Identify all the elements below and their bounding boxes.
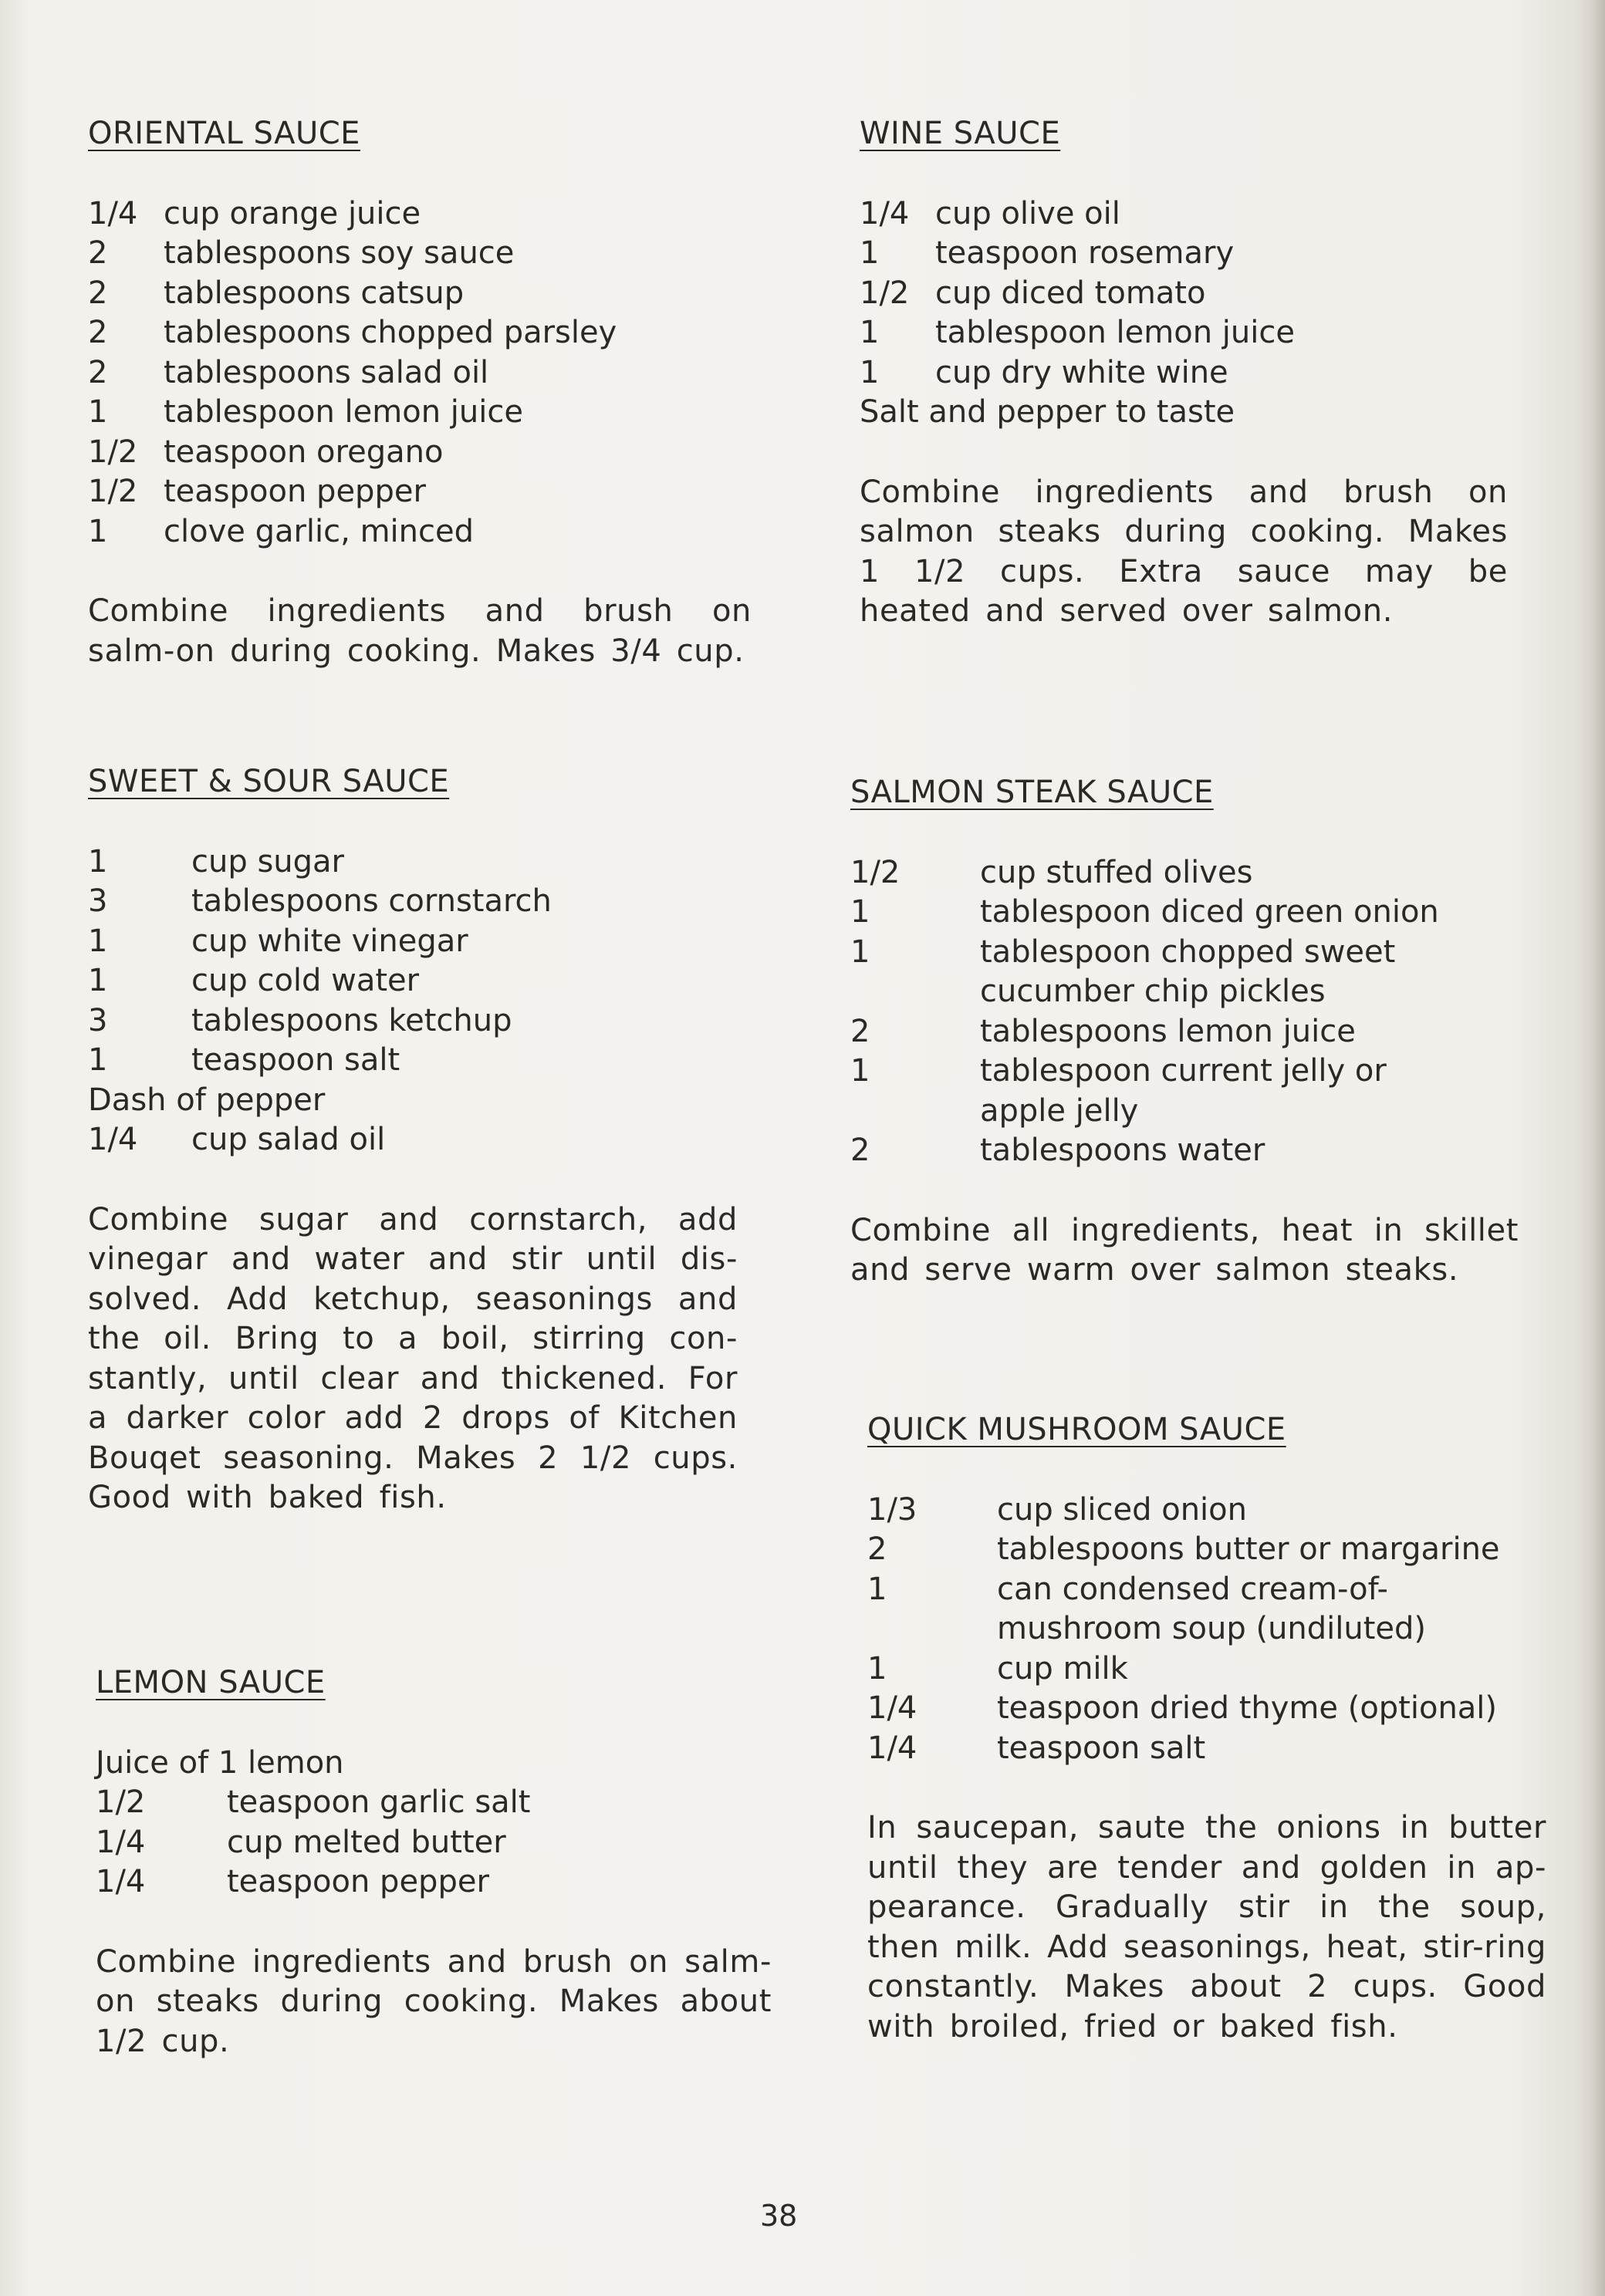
ingredient-qty: 1 bbox=[860, 315, 880, 350]
ingredient-text: tablespoons chopped parsley bbox=[164, 315, 617, 350]
recipe-oriental-sauce bbox=[88, 114, 752, 671]
ingredient-row bbox=[867, 1570, 1551, 1649]
ingredient-qty: 1/2 bbox=[88, 434, 138, 470]
ingredient-text: tablespoon chopped sweet cucumber chip pickles bbox=[980, 934, 1396, 1009]
ingredient-row bbox=[867, 1530, 1551, 1570]
ingredient-text: cup diced tomato bbox=[935, 275, 1206, 311]
ingredient-text: tablespoons cornstarch bbox=[191, 883, 552, 919]
ingredient-qty: 3 bbox=[88, 1002, 108, 1038]
ingredient-text: cup white vinegar bbox=[191, 923, 468, 959]
ingredient-row bbox=[88, 274, 752, 314]
ingredient-row bbox=[860, 234, 1508, 274]
ingredient-text: teaspoon dried thyme (optional) bbox=[997, 1690, 1498, 1726]
ingredient-extra-line: Salt and pepper to taste bbox=[860, 394, 1235, 430]
ingredient-qty: 2 bbox=[850, 1013, 870, 1049]
ingredient-row bbox=[860, 353, 1508, 393]
ingredient-qty: 1/3 bbox=[867, 1491, 917, 1528]
ingredient-text: tablespoon current jelly or apple jelly bbox=[980, 1053, 1387, 1129]
ingredient-row bbox=[88, 433, 752, 473]
ingredient-qty: 1/2 bbox=[860, 275, 910, 311]
ingredient-qty: 1/4 bbox=[96, 1864, 146, 1899]
ingredient-qty: 1/4 bbox=[860, 195, 910, 231]
ingredient-qty: 1 bbox=[88, 1042, 108, 1078]
ingredient-row bbox=[860, 313, 1508, 353]
ingredient-list bbox=[860, 194, 1508, 433]
recipe-sweet-sour-sauce bbox=[88, 762, 738, 1518]
ingredient-qty: 1 bbox=[867, 1571, 887, 1607]
ingredient-qty: 2 bbox=[88, 235, 108, 271]
ingredient-row bbox=[88, 393, 752, 433]
ingredient-qty: 1 bbox=[867, 1650, 887, 1687]
recipe-wine-sauce bbox=[860, 114, 1508, 632]
ingredient-list bbox=[88, 194, 752, 552]
recipe-directions: In saucepan, saute the onions in butter until they are tender and golden in ap-pearance. Gradually stir in the soup, then milk. Add seasonings, heat, stir-ring constantly. Makes about 2 cups. Good with broiled, fried or baked fish. bbox=[867, 1810, 1546, 2044]
ingredient-list bbox=[88, 842, 738, 1160]
ingredient-row bbox=[88, 882, 738, 922]
ingredient-text: tablespoons catsup bbox=[164, 275, 465, 311]
ingredient-text: cup dry white wine bbox=[935, 354, 1228, 390]
ingredient-row bbox=[867, 1649, 1551, 1690]
ingredient-text: teaspoon salt bbox=[997, 1730, 1206, 1766]
recipe-lemon-sauce bbox=[96, 1663, 772, 2061]
ingredient-row bbox=[850, 893, 1519, 933]
ingredient-row bbox=[88, 234, 752, 274]
recipe-title: SWEET & SOUR SAUCE bbox=[88, 764, 450, 799]
ingredient-row bbox=[88, 1120, 738, 1160]
ingredient-text: cup salad oil bbox=[191, 1122, 386, 1157]
ingredient-row bbox=[88, 472, 752, 512]
ingredient-qty: 1/4 bbox=[88, 1122, 138, 1157]
ingredient-text: tablespoons butter or margarine bbox=[997, 1531, 1500, 1567]
ingredient-qty: 1 bbox=[850, 894, 870, 930]
ingredient-row bbox=[88, 194, 752, 235]
ingredient-text: tablespoons water bbox=[980, 1133, 1265, 1168]
ingredient-list bbox=[867, 1491, 1551, 1769]
ingredient-row bbox=[850, 853, 1519, 893]
ingredient-text: teaspoon garlic salt bbox=[227, 1784, 531, 1820]
ingredient-row bbox=[96, 1823, 772, 1863]
recipe-directions: Combine all ingredients, heat in skillet and serve warm over salmon steaks. bbox=[850, 1212, 1519, 1288]
recipe-title: LEMON SAUCE bbox=[96, 1665, 326, 1700]
ingredient-qty: 2 bbox=[867, 1531, 887, 1567]
page-binding-edge bbox=[1591, 0, 1605, 2296]
ingredient-row bbox=[88, 353, 752, 393]
ingredient-text: teaspoon oregano bbox=[164, 434, 444, 470]
ingredient-qty: 2 bbox=[88, 354, 108, 390]
ingredient-row bbox=[88, 512, 752, 552]
ingredient-text: cup sugar bbox=[191, 843, 344, 880]
recipe-title: SALMON STEAK SAUCE bbox=[850, 775, 1214, 810]
ingredient-qty: 2 bbox=[88, 275, 108, 311]
ingredient-text: cup stuffed olives bbox=[980, 854, 1253, 890]
ingredient-text: tablespoon lemon juice bbox=[164, 394, 523, 430]
ingredient-extra-line: Dash of pepper bbox=[88, 1082, 326, 1118]
ingredient-qty: 1 bbox=[850, 934, 870, 970]
ingredient-qty: 3 bbox=[88, 883, 108, 919]
page-number: 38 bbox=[760, 2199, 798, 2233]
ingredient-qty: 1/4 bbox=[867, 1690, 917, 1726]
ingredient-text: teaspoon pepper bbox=[164, 474, 426, 509]
recipe-quick-mushroom-sauce bbox=[867, 1410, 1551, 2047]
ingredient-row bbox=[850, 933, 1519, 1012]
ingredient-qty: 1 bbox=[860, 235, 880, 271]
ingredient-text: tablespoons ketchup bbox=[191, 1002, 512, 1038]
recipe-directions: Combine ingredients and brush on salm-on steaks during cooking. Makes about 1/2 cup. bbox=[96, 1943, 772, 2059]
recipe-salmon-steak-sauce bbox=[850, 773, 1519, 1291]
ingredient-text: tablespoons lemon juice bbox=[980, 1013, 1356, 1049]
ingredient-text: teaspoon rosemary bbox=[935, 235, 1235, 271]
ingredient-text: cup orange juice bbox=[164, 195, 421, 231]
ingredient-qty: 1 bbox=[88, 843, 108, 880]
ingredient-row bbox=[96, 1862, 772, 1903]
ingredient-row bbox=[850, 1131, 1519, 1171]
ingredient-qty: 1 bbox=[88, 513, 108, 549]
ingredient-row bbox=[860, 194, 1508, 235]
recipe-title: QUICK MUSHROOM SAUCE bbox=[867, 1412, 1286, 1447]
ingredient-row bbox=[850, 1052, 1519, 1131]
ingredient-text: cup sliced onion bbox=[997, 1491, 1247, 1528]
ingredient-text: cup olive oil bbox=[935, 195, 1120, 231]
ingredient-row bbox=[867, 1729, 1551, 1769]
ingredient-qty: 1/2 bbox=[96, 1784, 146, 1820]
ingredient-text: cup melted butter bbox=[227, 1824, 506, 1860]
recipe-directions: Combine ingredients and brush on salm-on during cooking. Makes 3/4 cup. bbox=[88, 593, 752, 669]
ingredient-qty: 2 bbox=[88, 315, 108, 350]
ingredient-text: can condensed cream-of-mushroom soup (undiluted) bbox=[997, 1571, 1427, 1646]
ingredient-row bbox=[867, 1689, 1551, 1729]
ingredient-row bbox=[88, 313, 752, 353]
ingredient-qty: 1 bbox=[88, 394, 108, 430]
ingredient-qty: 1 bbox=[88, 923, 108, 959]
ingredient-text: teaspoon salt bbox=[191, 1042, 400, 1078]
ingredient-qty: 1/4 bbox=[867, 1730, 917, 1766]
ingredient-qty: 1 bbox=[88, 963, 108, 998]
ingredient-text: tablespoon diced green onion bbox=[980, 894, 1439, 930]
ingredient-list bbox=[850, 853, 1519, 1171]
ingredient-qty: 1/2 bbox=[850, 854, 900, 890]
ingredient-text: tablespoons soy sauce bbox=[164, 235, 515, 271]
ingredient-text: teaspoon pepper bbox=[227, 1864, 489, 1899]
recipe-directions: Combine ingredients and brush on salmon steaks during cooking. Makes 1 1/2 cups. Extra sauce may be heated and served over salmon. bbox=[860, 474, 1508, 629]
ingredient-row bbox=[867, 1491, 1551, 1531]
recipe-directions: Combine sugar and cornstarch, add vinegar and water and stir until dis-solved. Add ketchup, seasonings and the oil. Bring to a boil, stirring con-stantly, until clear and thickened. For a darker color add 2 drops of Kitchen Bouqet seasoning. Makes 2 1/2 cups. Good with baked fish. bbox=[88, 1201, 738, 1515]
ingredient-qty: 2 bbox=[850, 1133, 870, 1168]
ingredient-qty: 1 bbox=[850, 1053, 870, 1089]
ingredient-qty: 1/2 bbox=[88, 474, 138, 509]
ingredient-row bbox=[860, 274, 1508, 314]
ingredient-row bbox=[88, 961, 738, 1001]
ingredient-text: cup milk bbox=[997, 1650, 1128, 1687]
ingredient-text: cup cold water bbox=[191, 963, 420, 998]
recipe-title: ORIENTAL SAUCE bbox=[88, 116, 360, 151]
ingredient-row bbox=[88, 922, 738, 962]
ingredient-row bbox=[850, 1012, 1519, 1052]
ingredient-qty: 1/4 bbox=[96, 1824, 146, 1860]
ingredient-first-line: Juice of 1 lemon bbox=[96, 1744, 344, 1781]
ingredient-row bbox=[88, 1001, 738, 1042]
ingredient-qty: 1 bbox=[860, 354, 880, 390]
ingredient-row bbox=[88, 1041, 738, 1081]
ingredient-row bbox=[88, 842, 738, 883]
ingredient-text: tablespoon lemon juice bbox=[935, 315, 1295, 350]
ingredient-qty: 1/4 bbox=[88, 195, 138, 231]
recipe-title: WINE SAUCE bbox=[860, 116, 1061, 151]
ingredient-text: clove garlic, minced bbox=[164, 513, 474, 549]
ingredient-list bbox=[96, 1744, 772, 1903]
ingredient-text: tablespoons salad oil bbox=[164, 354, 489, 390]
ingredient-row bbox=[96, 1783, 772, 1823]
